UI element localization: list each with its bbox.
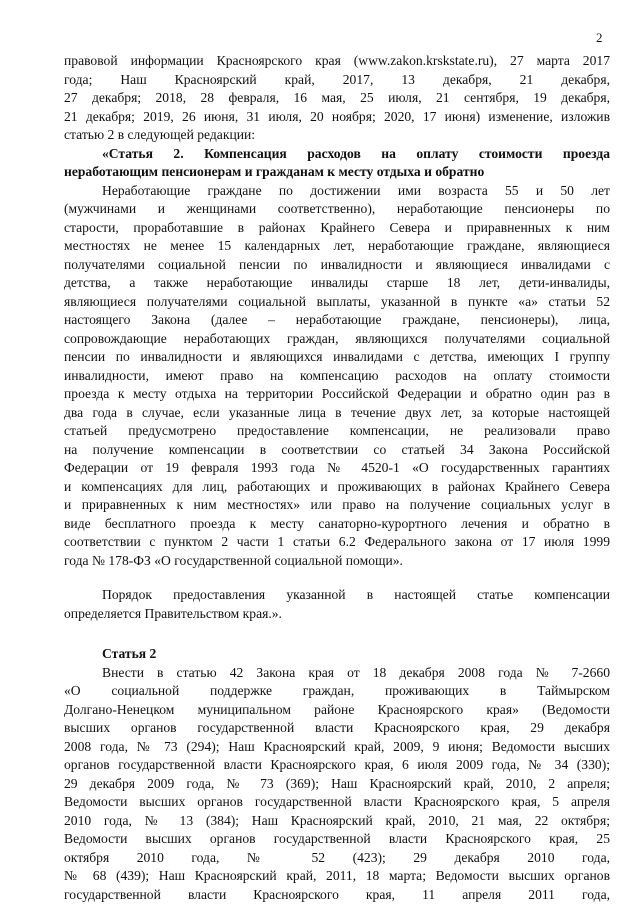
quoted-article-heading: [64, 145, 610, 182]
text-line: получателями социальной пенсии по инвалидности и являющиеся инвалидами с: [64, 256, 610, 272]
text-line: пенсии по инвалидности и являющихся инвалидами с детства, имеющих I группу: [64, 349, 610, 364]
text-line: проезда к месту отдыха на территории Российской Федерации и обратно один раз в: [64, 386, 610, 401]
text-line: инвалидности, имеют право на компенсацию расходов на оплату стоимости: [64, 367, 610, 383]
quoted-article-paragraph-2: [64, 586, 610, 623]
text-line: настоящего Закона (далее – неработающие граждане, пенсионеры), лица,: [64, 312, 610, 327]
text-line: детства, а также неработающие инвалиды старше 18 лет, дети-инвалиды,: [64, 275, 610, 290]
article-2-paragraph: [64, 664, 610, 905]
text-line: года № 178-ФЗ «О государственной социальной помощи».: [64, 552, 403, 568]
quoted-article-paragraph-1: [64, 182, 610, 571]
text-line: «Статья 2. Компенсация расходов на оплату стоимости проезда: [102, 145, 610, 161]
text-line: органов государственной власти Красноярского края, 6 июля 2009 года, № 34 (330);: [64, 757, 610, 772]
text-line: местностях не менее 15 календарных лет, неработающие граждане, являющиеся: [64, 238, 610, 253]
text-line: статьей предусмотрено предоставление компенсации, не реализовали право: [64, 423, 610, 438]
text-line: 27 декабря; 2018, 28 февраля, 16 мая, 25 июля, 21 сентября, 19 декабря,: [64, 90, 610, 105]
text-line: 2008 года, № 73 (294); Наш Красноярский край, 2009, 9 июня; Ведомости высших: [64, 738, 610, 754]
text-line: № 68 (439); Наш Красноярский край, 2011, 18 марта; Ведомости высших органов: [64, 868, 610, 883]
text-line: и приравненных к ним местностях» или право на получение социальных услуг в: [64, 497, 610, 512]
text-line: старости, проработавшие в районах Крайнего Севера и приравненных к ним: [64, 219, 610, 235]
text-line: государственной власти Красноярского края, 11 апреля 2011 года,: [64, 886, 610, 902]
text-line: сопровождающие неработающих граждан, являющихся получателями социальной: [64, 330, 610, 346]
text-line: Неработающие граждане по достижении ими возраста 55 и 50 лет: [102, 182, 610, 198]
text-line: на получение компенсации в соответствии со статьей 34 Закона Российской: [64, 441, 610, 457]
text-line: 29 декабря 2009 года, № 73 (369); Наш Красноярский край, 2010, 2 апреля;: [64, 775, 610, 791]
text-line: и компенсациях для лиц, работающих и проживающих в районах Крайнего Севера: [64, 478, 610, 494]
text-line: Долгано-Ненецком муниципальном районе Красноярского края» (Ведомости: [64, 701, 610, 717]
text-line: (мужчинами и женщинами соответственно), неработающие пенсионеры по: [64, 201, 610, 216]
text-line: являющиеся получателями социальной выплаты, указанной в пункте «а» статьи 52: [64, 293, 610, 309]
text-line: Федерации от 19 февраля 1993 года № 4520-1 «О государственных гарантиях: [64, 460, 610, 475]
text-line: правовой информации Красноярского края (www.zakon.krskstate.ru), 27 марта 2017: [64, 53, 610, 68]
text-line: соответствии с пунктом 2 части 1 статьи 6.2 Федерального закона от 17 июля 1999: [64, 534, 610, 549]
text-line: года; Наш Красноярский край, 2017, 13 декабря, 21 декабря,: [64, 71, 610, 87]
page-number: 2: [596, 30, 603, 45]
text-line: статью 2 в следующей редакции:: [64, 127, 256, 142]
article-2-heading: Статья 2: [102, 646, 157, 661]
intro-paragraph: [64, 52, 610, 145]
text-line: Ведомости высших органов государственной власти Красноярского края, 5 апреля: [64, 794, 610, 809]
text-line: Ведомости высших органов государственной власти Красноярского края, 25: [64, 831, 610, 846]
text-line: Порядок предоставления указанной в настоящей статье компенсации: [102, 587, 610, 602]
text-line: высших органов государственной власти Красноярского края, 29 декабря: [64, 720, 610, 735]
text-line: неработающим пенсионерам и гражданам к месту отдыха и обратно: [64, 164, 485, 179]
text-line: определяется Правительством края.».: [64, 605, 282, 621]
text-line: Внести в статью 42 Закона края от 18 декабря 2008 года № 7-2660: [102, 664, 610, 680]
text-line: «О социальной поддержке граждан, проживающих в Таймырском: [64, 683, 610, 698]
document-body: [64, 52, 610, 904]
text-line: 2010 года, № 13 (384); Наш Красноярский край, 2010, 21 мая, 22 октября;: [64, 812, 610, 828]
text-line: виде бесплатного проезда к месту санаторно-курортного лечения и обратно в: [64, 515, 610, 531]
text-line: 21 декабря; 2019, 26 июня, 31 июля, 20 ноября; 2020, 17 июня) изменение, изложив: [64, 108, 610, 124]
text-line: два года в случае, если указанные лица в течение двух лет, за которые настоящей: [64, 404, 610, 420]
text-line: октября 2010 года, № 52 (423); 29 декабря 2010 года,: [64, 849, 610, 865]
